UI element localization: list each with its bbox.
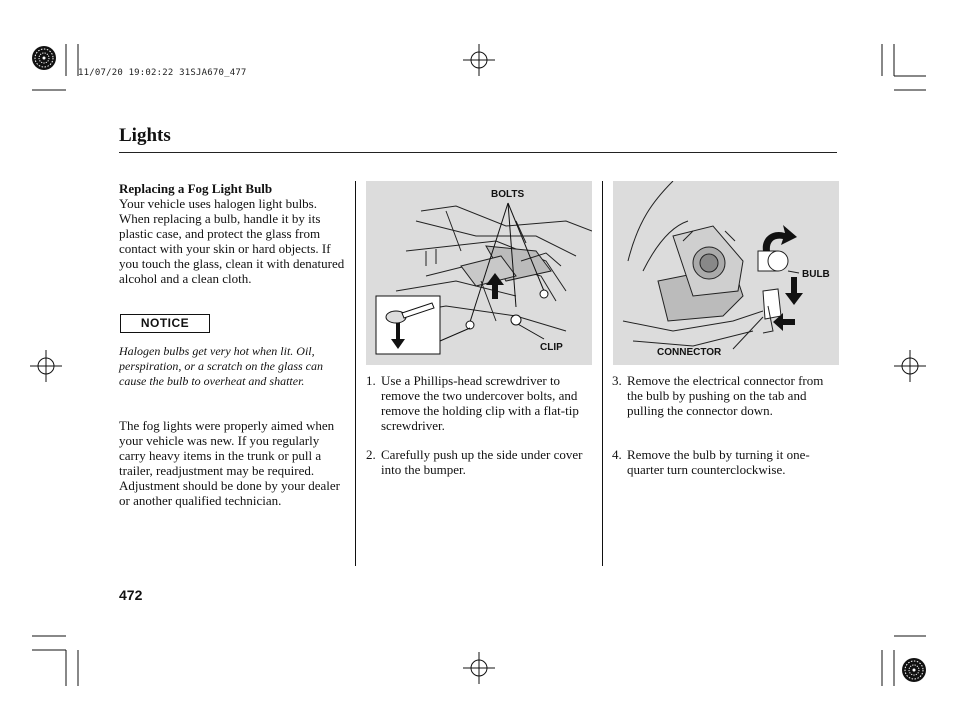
step-4-text: Remove the bulb by turning it one-quarter turn counterclockwise. bbox=[627, 447, 810, 477]
step-4-number: 4. bbox=[612, 447, 622, 462]
print-stamp: 11/07/20 19:02:22 31SJA670_477 bbox=[78, 68, 247, 78]
column-divider-1 bbox=[355, 181, 356, 566]
column-divider-2 bbox=[602, 181, 603, 566]
step-2-number: 2. bbox=[366, 447, 376, 462]
intro-paragraph: Your vehicle uses halogen light bulbs. When replacing a bulb, handle it by its plastic case, and protect the glass from contact with your skin or hard objects. If you touch the glass, clean it with denatured alcohol and a clean cloth. bbox=[119, 196, 345, 286]
step-4 bbox=[612, 447, 840, 477]
title-rule bbox=[119, 152, 837, 153]
figure-undercover-bolts bbox=[366, 181, 592, 365]
step-3-number: 3. bbox=[612, 373, 622, 388]
subheading: Replacing a Fog Light Bulb bbox=[119, 181, 273, 196]
step-1-text: Use a Phillips-head screwdriver to remove the two undercover bolts, and remove the holding clip with a flat-tip screwdriver. bbox=[381, 373, 579, 433]
step-2-text: Carefully push up the side under cover into the bumper. bbox=[381, 447, 583, 477]
step-1 bbox=[366, 373, 594, 433]
figure-bulb-connector bbox=[613, 181, 839, 365]
label-connector: CONNECTOR bbox=[657, 347, 722, 358]
step-3-text: Remove the electrical connector from the bulb by pushing on the tab and pulling the connector down. bbox=[627, 373, 824, 418]
registration-target-bottom-right bbox=[902, 658, 926, 682]
aim-paragraph: The fog lights were properly aimed when your vehicle was new. If you regularly carry heavy items in the trunk or pull a trailer, readjustment may be required. Adjustment should be done by your dealer or another qualified technician. bbox=[119, 418, 340, 508]
page-number: 472 bbox=[119, 587, 143, 603]
notice-text: Halogen bulbs get very hot when lit. Oil, perspiration, or a scratch on the glass can cause the bulb to overheat and shatter. bbox=[119, 344, 323, 388]
label-bolts: BOLTS bbox=[491, 189, 525, 200]
page-title: Lights bbox=[119, 125, 171, 146]
notice-badge: NOTICE bbox=[120, 314, 210, 333]
step-1-number: 1. bbox=[366, 373, 376, 388]
registration-target-top-left bbox=[32, 46, 56, 70]
step-3 bbox=[612, 373, 840, 418]
step-2 bbox=[366, 447, 594, 477]
intro-section bbox=[119, 181, 349, 286]
undercover-illustration bbox=[366, 181, 592, 365]
label-bulb: BULB bbox=[802, 269, 830, 280]
label-clip: CLIP bbox=[540, 342, 563, 353]
